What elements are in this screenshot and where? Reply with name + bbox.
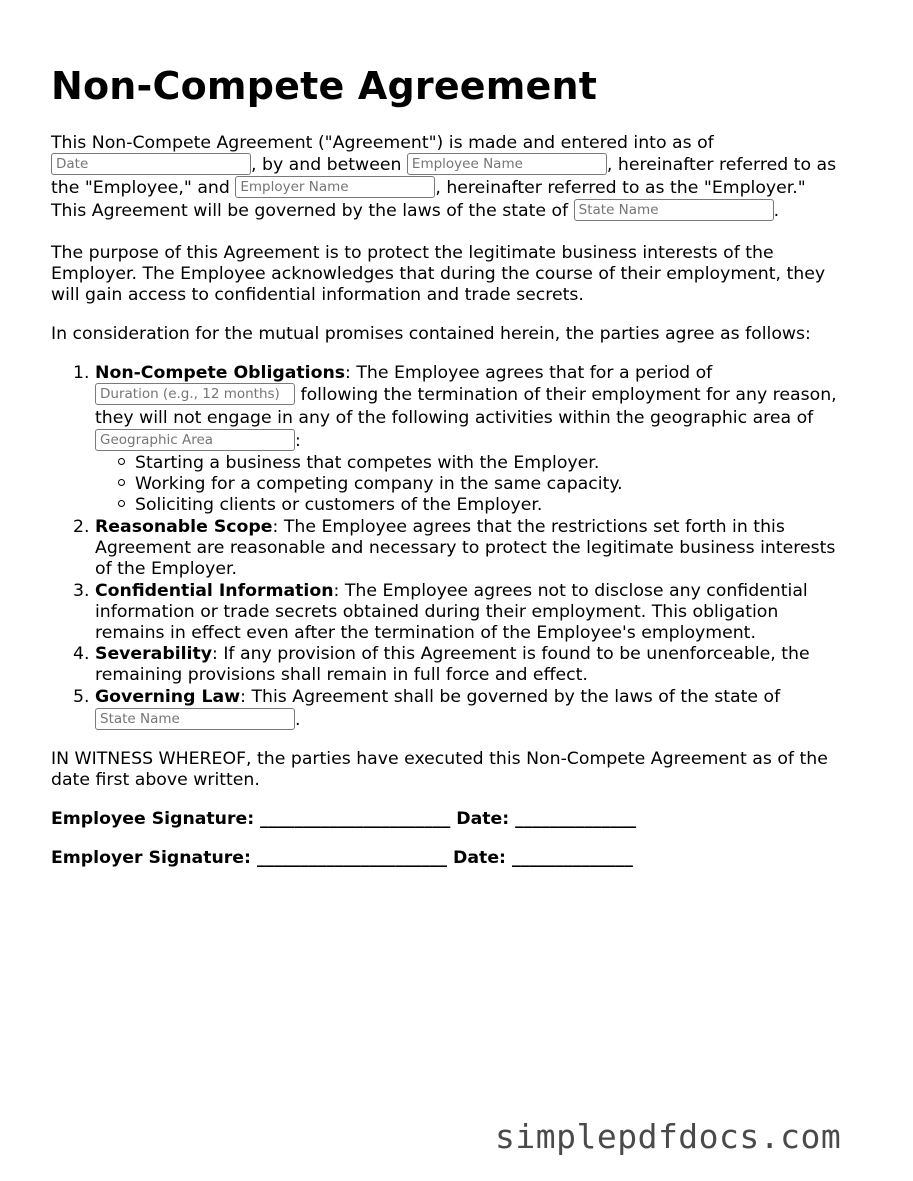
item-line: remaining provisions shall remain in full force and effect.	[95, 665, 588, 685]
intro-text: .	[773, 201, 780, 221]
circle-bullet-icon	[118, 500, 125, 507]
item-line	[95, 710, 301, 731]
intro-line-3	[51, 178, 806, 199]
item-number: 5.	[73, 687, 90, 707]
item-text: : The Employee agrees that the restrictions set forth in this	[272, 517, 785, 537]
circle-bullet-icon	[118, 458, 125, 465]
duration-input[interactable]	[95, 383, 295, 405]
intro-line-1	[51, 133, 714, 154]
list-item-governing-law	[73, 687, 780, 708]
item-number: 4.	[73, 644, 90, 664]
witness-line: date first above written.	[51, 770, 260, 790]
item-heading: Reasonable Scope	[95, 517, 273, 537]
bullet-item	[118, 495, 542, 516]
item-text: :	[295, 431, 301, 451]
item-number: 3.	[73, 581, 90, 601]
bullet-text: Soliciting clients or customers of the Employer.	[135, 495, 543, 515]
item-heading: Confidential Information	[95, 581, 334, 601]
geographic-area-input[interactable]	[95, 429, 295, 451]
employee-signature-line: Employee Signature: ______________________ Date: ______________	[51, 809, 637, 829]
item-text: : If any provision of this Agreement is found to be unenforceable, the	[212, 644, 810, 664]
list-item-reasonable-scope	[73, 517, 785, 538]
item-line: they will not engage in any of the following activities within the geographic area of	[95, 408, 814, 428]
intro-line-4	[51, 201, 779, 222]
list-item-non-compete	[73, 363, 712, 384]
intro-text: the "Employee," and	[51, 178, 230, 198]
intro-text: , hereinafter referred to as the "Employer."	[435, 178, 806, 198]
purpose-line: will gain access to confidential information and trade secrets.	[51, 285, 584, 305]
page-title: Non-Compete Agreement	[51, 64, 598, 108]
intro-text: This Agreement will be governed by the laws of the state of	[51, 201, 569, 221]
item-line	[95, 385, 837, 406]
intro-text: This Non-Compete Agreement ("Agreement") is made and entered into as of	[51, 133, 714, 153]
list-item-confidential	[73, 581, 808, 602]
item-number: 2.	[73, 517, 90, 537]
item-heading: Non-Compete Obligations	[95, 363, 346, 383]
item-line: Agreement are reasonable and necessary to protect the legitimate business interests	[95, 538, 836, 558]
item-heading: Governing Law	[95, 687, 241, 707]
list-item-severability	[73, 644, 810, 665]
intro-text: , hereinafter referred to as	[606, 155, 837, 175]
watermark: simplepdfdocs.com	[495, 1117, 842, 1156]
item-heading: Severability	[95, 644, 213, 664]
item-line	[95, 431, 301, 452]
item-text: : The Employee agrees that for a period of	[345, 363, 713, 383]
item-line: remains in effect even after the termination of the Employee's employment.	[95, 623, 756, 643]
bullet-text: Starting a business that competes with the Employer.	[135, 453, 600, 473]
witness-line: IN WITNESS WHEREOF, the parties have executed this Non-Compete Agreement as of the	[51, 749, 828, 769]
bullet-item	[118, 474, 623, 495]
employer-name-input[interactable]	[235, 176, 435, 198]
item-text: : This Agreement shall be governed by the laws of the state of	[240, 687, 781, 707]
date-input[interactable]	[51, 153, 251, 175]
employer-signature-line: Employer Signature: ______________________ Date: ______________	[51, 848, 633, 868]
state-name-input[interactable]	[574, 199, 774, 221]
item-text: following the termination of their employment for any reason,	[300, 385, 837, 405]
circle-bullet-icon	[118, 479, 125, 486]
consideration-text: In consideration for the mutual promises contained herein, the parties agree as follows:	[51, 324, 811, 344]
item-number: 1.	[73, 363, 90, 383]
governing-state-input[interactable]	[95, 708, 295, 730]
bullet-item	[118, 453, 599, 474]
item-text: : The Employee agrees not to disclose any confidential	[333, 581, 808, 601]
intro-text: , by and between	[251, 155, 402, 175]
item-line: of the Employer.	[95, 559, 237, 579]
purpose-line: The purpose of this Agreement is to protect the legitimate business interests of the	[51, 243, 774, 263]
item-line: information or trade secrets obtained during their employment. This obligation	[95, 602, 779, 622]
intro-line-2	[51, 155, 836, 176]
employee-name-input[interactable]	[407, 153, 607, 175]
item-text: .	[295, 710, 301, 730]
bullet-text: Working for a competing company in the same capacity.	[135, 474, 623, 494]
purpose-line: Employer. The Employee acknowledges that during the course of their employment, they	[51, 264, 826, 284]
